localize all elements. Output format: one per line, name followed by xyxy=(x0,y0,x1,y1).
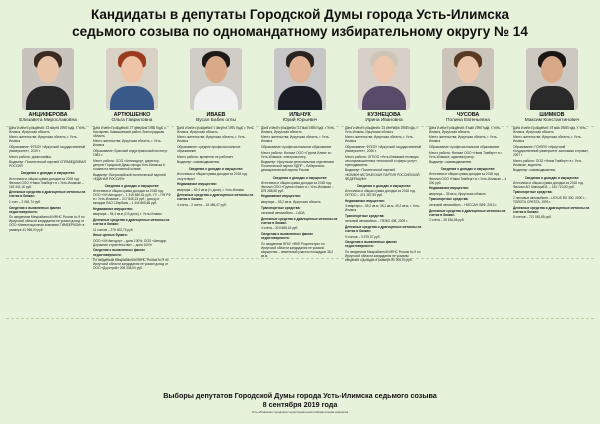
candidate-residence: Место жительства: Иркутская область, г. Усть-Илимск xyxy=(429,135,498,144)
candidate-nominated: Выдвинут: Политической партией СПРАВЕДЛИВАЯ РОССИЯ xyxy=(9,160,86,169)
money-label: Денежные средства и драгоценные металлы на счетах в банках: xyxy=(345,224,422,234)
property-label: Недвижимое имущество: xyxy=(177,182,217,187)
candidate-vehicles: легковой автомобиль – НИССАН ЛИФ, 2013 г. xyxy=(429,203,497,207)
candidate-surname: ЧУСОВА xyxy=(456,112,480,118)
candidate-given-name: Юрий Юрьевич xyxy=(282,118,318,123)
candidate-property: 3 квартиры – 55,2 кв.м, 36,1 кв.м, 49,2 кв.м, г. Усть-Илимск xyxy=(345,204,421,213)
candidate-money: 8 счетов – 711 081,85 руб. xyxy=(513,215,552,220)
income-heading: Сведения о доходах и имуществе: xyxy=(356,183,412,188)
vehicles-label: Транспортные средства: xyxy=(345,213,385,218)
candidate-income: Источники и общая сумма доходов за 2018 год: ОГПОО – 474 287,55 руб. xyxy=(345,188,416,197)
footer-line-2: 8 сентября 2019 года xyxy=(262,399,338,409)
candidate-facts: По сведениям Межрайонной ИФНС России № 9 по Иркутской области кандидатом не указан доход от ООО «Инвестиционная компания ТИМБЕРКОМ» в размере 41 966,00 руб. xyxy=(9,215,85,232)
candidate-facts: По сведениям ФГБУ «ФКП Росреестра» по Иркутской области кандидатом не указано имущество – земельный участок площадью 38,2 кв.м. xyxy=(261,241,334,259)
money-label: Денежные средства и драгоценные металлы на счетах в банках: xyxy=(429,208,506,217)
candidate-nominated: Выдвинут: самовыдвижение. xyxy=(177,160,221,165)
candidate-photo xyxy=(274,48,326,110)
income-heading: Сведения о доходах и имуществе: xyxy=(524,175,580,180)
vehicles-label: Транспортные средства: xyxy=(261,205,301,210)
property-label: Недвижимое имущество: xyxy=(93,206,133,211)
candidate-money: 4 счета – 2 счета – 18 466,47 руб. xyxy=(177,203,227,207)
candidate-work: Место работы: временно не работает. xyxy=(177,154,234,159)
candidate-given-name: Ирина Ивановна xyxy=(365,118,403,123)
candidate-money: 2 счета – 39 156,86 руб. xyxy=(429,218,465,223)
property-label: Недвижимое имущество: xyxy=(345,198,385,203)
candidate-facts: По сведениям Межрайонной ИФНС России № 9 по Иркутской области кандидатом не указаны сведения о доходах в размере 80 008,00 руб. xyxy=(345,249,421,263)
candidate-residence: Место жительства: Иркутская область, г. Усть-Илимск xyxy=(345,135,414,144)
income-heading: Сведения о доходах и имуществе: xyxy=(272,175,328,180)
candidate-education: Образование: профессиональное образование xyxy=(261,144,332,149)
footer-line-1: Выборы депутатов Городской Думы города Усть-Илимска седьмого созыва xyxy=(163,391,437,400)
candidate-residence: Место жительства: Иркутская область, г. Усть-Илимск xyxy=(9,135,78,144)
candidate-given-name: Вусал Бабек оглы xyxy=(196,118,236,123)
candidate-income: Источники и общая сумма доходов за 2018 год: Филиал ООО «Группа Илим» в г. Усть-Илимске – 875 288,58 руб. xyxy=(261,180,334,193)
candidate-work: Место работы: домохозяйка. xyxy=(9,154,52,159)
footnote: Усть-Илимская городская территориальная избирательная комиссия xyxy=(251,410,349,414)
candidate-money: 1 счет – 2 081,74 руб. xyxy=(9,200,41,204)
securities-label: Иные ценные бумаги: xyxy=(93,233,128,238)
candidate-facts: По сведениям Межрайонной ИФНС России № 9 по Иркутской области кандидатом не указан доход от ООО «Дорстрой» 208 338,00 руб. xyxy=(93,258,169,271)
income-heading: Сведения о доходах и имуществе: xyxy=(188,167,244,172)
candidate-surname: АНЦИФЕРОВА xyxy=(28,112,68,118)
vehicles-label: Транспортные средства: xyxy=(429,197,469,202)
candidate-photo xyxy=(106,48,158,110)
candidate-given-name: Елизавета Мирославовна xyxy=(19,118,77,123)
candidate-money: 11 счетов – 279 402,75 руб. xyxy=(93,227,134,232)
candidate-column xyxy=(258,48,342,394)
title-line-1: Кандидаты в депутаты Городской Думы города Усть-Илимска xyxy=(90,7,510,22)
candidate-surname: ИЛЬЧУК xyxy=(289,112,311,118)
candidate-income: Источники и общая сумма доходов за 2018 год: отсутствуют xyxy=(177,172,248,181)
money-label: Денежные средства и драгоценные металлы на счетах в банках: xyxy=(93,217,170,226)
candidate-photo xyxy=(190,48,242,110)
candidate-work: Место работы: Филиал ООО «Группа Илим» в г. Усть-Илимске, электромонтер. xyxy=(261,150,333,159)
facts-label: Сведения о выявленных фактах недостоверности: xyxy=(345,240,397,249)
candidate-dob: Дата и место рождения: 1 августа 1991 года, г. Усть-Илимск, Иркутская область xyxy=(177,125,255,134)
candidate-income: Источники и общая сумма доходов за 2018 год: Филиал АО Шипиций В. – 181 710,82 руб. xyxy=(513,180,584,189)
candidate-work: Место работы: Филиал ООО «Ниим Тимберг» в г. Усть-Илимске, администратор. xyxy=(429,150,503,159)
income-heading: Сведения о доходах и имуществе: xyxy=(440,167,496,172)
property-label: Недвижимое имущество: xyxy=(429,186,469,191)
candidate-money: 9 счетов – 3 979,07 руб. xyxy=(345,234,381,239)
candidate-work: Место работы: ООО «Ниим Тимберг» в г. Усть-Илимске, водитель. xyxy=(513,158,583,167)
candidate-securities: ООО «УИ Автодор» – доля 100%; ООО «Автодор Дорожное строительство» – доля 100% xyxy=(93,238,167,247)
candidate-nominated: Выдвинут: самовыдвижение. xyxy=(429,160,473,165)
candidate-given-name: Ольга Гавриловна xyxy=(111,118,153,123)
income-heading: Сведения о доходах и имуществе: xyxy=(20,171,76,176)
candidate-education: Образование: ФГБОУ «Иркутский государственный университет», 2006 г. xyxy=(345,144,422,154)
candidate-photo xyxy=(526,48,578,110)
candidate-surname: КУЗНЕЦОВА xyxy=(367,112,401,118)
candidate-dob: Дата и место рождения: 13 сентября 1958 года, г. Усть-Илимск, Иркутская область xyxy=(345,125,419,134)
title-line-2: седьмого созыва по одномандатному избирательному округу № 14 xyxy=(72,24,528,39)
money-label: Денежные средства и драгоценные металлы на счетах в банках: xyxy=(9,190,86,199)
candidates-grid xyxy=(6,48,594,394)
candidate-property: квартира – 62,4 кв.м (¼ доли), г. Усть-Илимск xyxy=(177,187,244,192)
candidate-dob: Дата и место рождения: 23 мая 1985 года, г. Усть-Илимск, Иркутская область xyxy=(261,125,335,134)
money-label: Денежные средства и драгоценные металлы на счетах в банках: xyxy=(177,193,254,202)
candidate-column xyxy=(426,48,510,394)
candidate-income: Источники и общая сумма доходов за 2018 год: Филиал ООО «Ниим Тимберг» в г. Усть-Илимске – 163 341,16 руб. xyxy=(9,176,84,189)
candidate-surname: ИВАЕВ xyxy=(206,112,226,118)
income-heading: Сведения о доходах и имуществе: xyxy=(104,183,160,188)
candidate-nominated: Выдвинут: Всероссийской политической партией «ЕДИНАЯ РОССИЯ» xyxy=(93,172,166,181)
candidate-nominated: Выдвинут: самовыдвижение. xyxy=(513,168,557,173)
candidate-given-name: Максим Константинович xyxy=(524,118,580,123)
candidate-vehicles: легковой автомобиль – LADA xyxy=(261,211,305,216)
candidate-work: Место работы: ООО «Антикодор», директор, депутат Городской Думы города Усть-Илимска 6 созыва на непостоянной основе. xyxy=(93,158,165,171)
candidate-education: Образование: профессиональное образование xyxy=(429,144,500,149)
candidate-dob: Дата и место рождения: 5 мая 1996 года, г. Усть-Илимск, Иркутская область xyxy=(429,125,502,134)
money-label: Денежные средства и драгоценные металлы на счетах в банках: xyxy=(513,205,590,214)
candidate-column xyxy=(174,48,258,394)
page-title xyxy=(0,6,600,40)
candidate-education: Образование: ГОУВПО «Иркутский государственный университет экономики и права», 2007 г. xyxy=(513,144,589,158)
footer-title xyxy=(0,392,600,409)
candidate-column xyxy=(90,48,174,394)
candidate-income: Источники и общая сумма доходов за 2018 год: ООО «УИ Автодор» – 1 319 656,61 руб.; ГУ – ПФ РФ в г. Усть-Илимске – 217 845,23 руб.; доход от вкладов ПАО Сбербанк – 1 444 865,66 руб. xyxy=(93,188,171,206)
candidate-vehicles: легковой автомобиль – ПЕЖО 408, 2009 г. xyxy=(345,219,408,224)
candidate-education: Образование: Братский индустриальный институт, 1983 г. xyxy=(93,149,168,158)
candidate-dob: Дата и место рождения: 19 мая 1985 года, г. Усть-Илимск, Иркутская область xyxy=(513,125,587,134)
candidate-surname: АРТЮШЕНКО xyxy=(113,112,151,118)
candidate-residence: Место жительства: Иркутская область, г. Усть-Илимск xyxy=(177,135,246,144)
facts-label: Сведения о выявленных фактах недостоверности: xyxy=(93,248,145,257)
candidate-property: квартира – 53,2 кв.м, Иркутская область xyxy=(261,200,321,204)
candidate-photo xyxy=(22,48,74,110)
candidate-column xyxy=(342,48,426,394)
candidate-column xyxy=(6,48,90,394)
candidate-work: Место работы: ОГПОО «Усть-Илимский техникум лесопромышленных технологий и сферы услуг», преподаватель. xyxy=(345,154,419,167)
candidate-residence: Место жительства: Иркутская область, г. Усть-Илимск xyxy=(93,139,162,148)
candidate-education: Образование: ФГБОУ «Иркутский государственный университет», 2019 г. xyxy=(9,144,86,154)
money-label: Денежные средства и драгоценные металлы на счетах в банках: xyxy=(261,216,338,225)
candidate-residence: Место жительства: Иркутская область, г. Усть-Илимск xyxy=(261,135,330,144)
candidate-photo xyxy=(358,48,410,110)
vehicles-label: Транспортные средства: xyxy=(513,190,553,195)
candidate-money: 4 счета – 324 688,15 руб. xyxy=(261,226,299,231)
candidate-dob: Дата и место рождения: 27 февраля 1956 года, с. Костарево, Камышинский район, Волгоградская область xyxy=(93,125,167,138)
candidate-photo xyxy=(442,48,494,110)
facts-label: Сведения о выявленных фактах недостоверности: xyxy=(9,205,61,214)
property-label: Недвижимое имущество: xyxy=(261,194,301,199)
candidate-given-name: Полина Евгеньевна xyxy=(446,118,490,123)
facts-label: Сведения о выявленных фактах недостоверности: xyxy=(261,232,313,241)
candidate-surname: ШИМКОВ xyxy=(539,112,565,118)
candidate-dob: Дата и место рождения: 13 марта 1995 года, г. Усть-Илимск, Иркутская область xyxy=(9,125,87,134)
candidate-education: Образование: среднее профессиональное образование xyxy=(177,144,241,154)
candidate-vehicles: 2 легковых автомобиля – LEXUS RX 300, 2000 г.; ТОЙОТА CRESTA, 1993 г. xyxy=(513,195,586,204)
candidate-income: Источники и общая сумма доходов за 2018 год: Филиал ООО «Ниим Тимберг» в г. Усть-Илимске – 4 000 руб. xyxy=(429,172,507,185)
candidate-property: квартира – 35 кв.м, Иркутская область xyxy=(429,191,486,196)
candidate-column xyxy=(510,48,594,394)
candidate-nominated: Выдвинут: Политической партией «КОММУНИСТИЧЕСКАЯ ПАРТИЯ РОССИЙСКОЙ ФЕДЕРАЦИИ» xyxy=(345,168,420,181)
candidate-residence: Место жительства: Иркутская область, г. Усть-Илимск xyxy=(513,135,582,144)
candidate-property: квартира – 94,4 кв.м (1/3 доли), г. Усть-Илимск xyxy=(93,212,162,217)
candidate-nominated: Выдвинут: Иркутским региональным отделением Политической партии ЛДПР – Либерально-демократической партии России xyxy=(261,160,334,173)
